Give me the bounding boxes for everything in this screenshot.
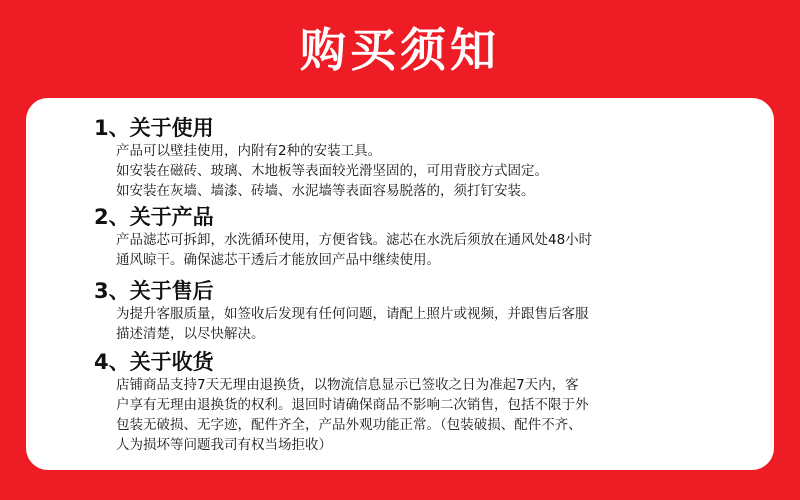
body-line: 店铺商品支持7天无理由退换货，以物流信息显示已签收之日为准起7天内，客 (116, 377, 579, 393)
section-product (94, 204, 734, 270)
section-after-sales (94, 278, 734, 344)
body-line: 如安装在磁砖、玻璃、木地板等表面较光滑坚固的，可用背胶方式固定。 (116, 163, 548, 179)
body-line: 人为损坏等问题我司有权当场拒收） (116, 437, 332, 453)
section-heading: 2、关于产品 (94, 205, 214, 229)
section-body (94, 141, 734, 201)
page-title: 购买须知 (300, 23, 500, 77)
body-line: 如安装在灰墙、墙漆、砖墙、水泥墙等表面容易脱落的，须打钉安装。 (116, 183, 535, 199)
body-line: 通风晾干。确保滤芯干透后才能放回产品中继续使用。 (116, 252, 440, 268)
body-line: 为提升客服质量，如签收后发现有任何问题，请配上照片或视频，并跟售后客服 (116, 306, 589, 322)
section-body (94, 304, 734, 344)
body-line: 描述清楚，以尽快解决。 (116, 326, 265, 342)
section-heading: 1、关于使用 (94, 116, 214, 140)
section-usage (94, 115, 734, 201)
body-line: 产品可以壁挂使用，内附有2种的安装工具。 (116, 143, 382, 159)
section-body (94, 230, 734, 270)
section-receiving (94, 349, 734, 455)
body-line: 户享有无理由退换货的权利。退回时请确保商品不影响二次销售，包括不限于外 (116, 397, 589, 413)
notice-card (26, 98, 774, 470)
body-line: 包装无破损、无字迹，配件齐全，产品外观功能正常。（包装破损、配件不齐、 (116, 417, 582, 433)
body-line: 产品滤芯可拆卸，水洗循环使用，方便省钱。滤芯在水洗后须放在通风处48小时 (116, 232, 593, 248)
section-heading: 3、关于售后 (94, 279, 214, 303)
section-heading: 4、关于收货 (94, 350, 214, 374)
section-body (94, 375, 734, 455)
